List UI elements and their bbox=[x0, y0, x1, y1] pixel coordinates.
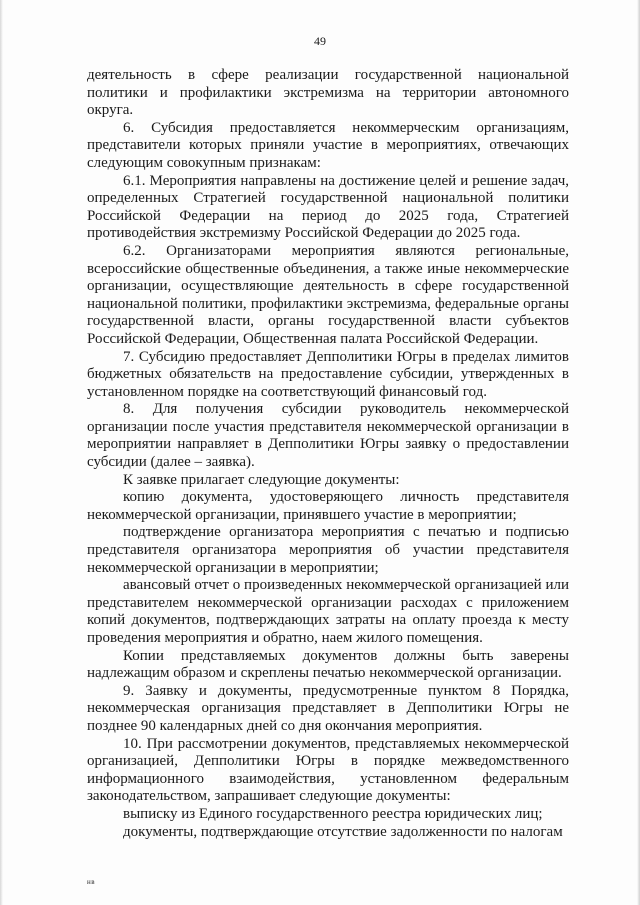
page-number: 49 bbox=[314, 34, 326, 48]
paragraph-attachment-confirmation: подтверждение организатора мероприятия с печатью и подписью представителя организатора мероприятия об участии представителя некоммерческой организации в мероприятии; bbox=[87, 524, 569, 576]
paragraph-item-8: 8. Для получения субсидии руководитель некоммерческой организации после участия представителя некоммерческой организации в мероприятии направляет в Депполитики Югры заявку о предоставлении субсидии (далее – заявка). bbox=[87, 401, 569, 471]
paragraph-attachment-id-copy: копию документа, удостоверяющего личность представителя некоммерческой организации, принявшего участие в мероприятии; bbox=[87, 489, 569, 523]
footer-mark: нв bbox=[87, 878, 96, 886]
paragraph-registry-extract: выписку из Единого государственного реестра юридических лиц; bbox=[123, 805, 543, 822]
paragraph-attachment-expense-report: авансовый отчет о произведенных некоммерческой организацией или представителем некоммерческой организации расходах с приложением копий документов, подтверждающих затраты на оплату проезда к месту проведения мероприятия и обратно, наем жилого помещения. bbox=[87, 577, 569, 646]
paragraph-item-7: 7. Субсидию предоставляет Депполитики Югры в пределах лимитов бюджетных обязательств на предоставление субсидии, утвержденных в установленном порядке на соответствующий финансовый год. bbox=[87, 348, 569, 400]
paragraph-item-6-2: 6.2. Организаторами мероприятия являются региональные, всероссийские общественные объединения, а также иные некоммерческие организации, осуществляющие деятельность в сфере государственной национальной политики, профилактики экстремизма, федеральные органы государственной власти, органы государственной власти субъектов Российской Федерации, Общественная палата Российской Федерации. bbox=[87, 242, 569, 347]
paragraph-tax-debt-documents: документы, подтверждающие отсутствие задолженности по налогам bbox=[123, 823, 563, 840]
paragraph-continuation: деятельность в сфере реализации государственной национальной политики и профилактики экстремизма на территории автономного округа. bbox=[87, 67, 569, 119]
paragraph-item-6-1: 6.1. Мероприятия направлены на достижение целей и решение задач, определенных Стратегией государственной национальной политики Российской Федерации на период до 2025 года, Стратегией противодействия экстремизму Российской Федерации до 2025 года. bbox=[87, 172, 569, 242]
document-body bbox=[87, 67, 569, 841]
paragraph-item-9: 9. Заявку и документы, предусмотренные пунктом 8 Порядка, некоммерческая организация представляет в Депполитики Югры не позднее 90 календарных дней со дня окончания мероприятия. bbox=[87, 682, 569, 734]
scan-edge-left bbox=[0, 0, 3, 905]
paragraph-copies-certification: Копии представляемых документов должны быть заверены надлежащим образом и скреплены печатью некоммерческой организации. bbox=[87, 647, 569, 682]
paragraph-attachments-intro: К заявке прилагает следующие документы: bbox=[123, 471, 400, 488]
paragraph-item-10: 10. При рассмотрении документов, представляемых некоммерческой организацией, Депполитики Югры в порядке межведомственного информационного взаимодействия, установленном федеральным законодательством, запрашивает следующие документы: bbox=[87, 735, 569, 805]
paragraph-item-6: 6. Субсидия предоставляется некоммерческим организациям, представители которых приняли участие в мероприятиях, отвечающих следующим совокупным признакам: bbox=[87, 119, 569, 171]
